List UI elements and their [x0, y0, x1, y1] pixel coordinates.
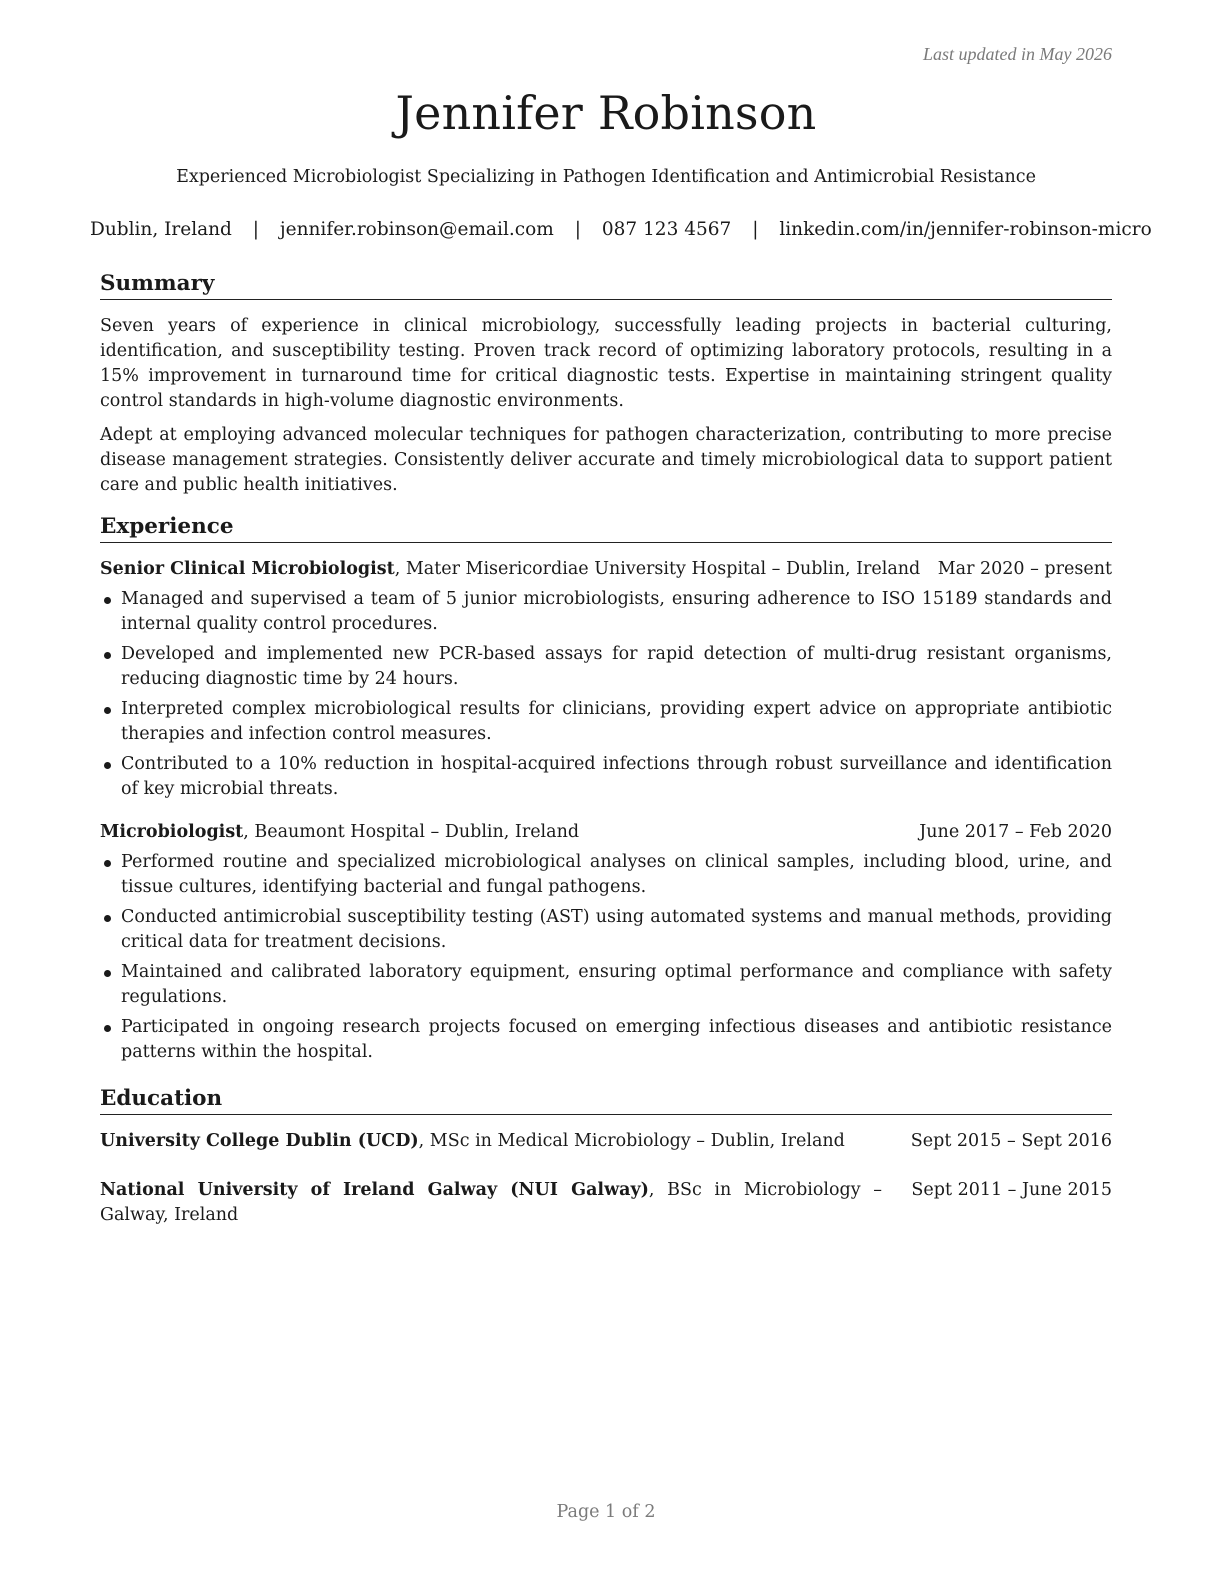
contact-separator: |	[574, 219, 581, 240]
contact-location: Dublin, Ireland	[90, 219, 232, 240]
bullet-item: Performed routine and specialized microbiological analyses on clinical samples, including blood, urine, and tissue cultures, identifying bacterial and fungal pathogens.	[100, 850, 1112, 900]
job-dates: June 2017 – Feb 2020	[919, 822, 1112, 842]
contact-separator: |	[752, 219, 759, 240]
education-dates: Sept 2015 – Sept 2016	[910, 1131, 1112, 1151]
education-entry	[100, 1178, 1112, 1228]
education-school: National University of Ireland Galway (NUI Galway)	[100, 1180, 649, 1200]
candidate-name: Jennifer Robinson	[395, 86, 817, 140]
bullet-dot	[104, 597, 111, 604]
job-role: Microbiologist	[100, 822, 244, 842]
education-dates: Sept 2011 – June 2015	[911, 1180, 1112, 1200]
education-school: University College Dublin (UCD)	[100, 1131, 419, 1151]
bullet-dot	[104, 915, 111, 922]
contact-separator: |	[252, 219, 260, 240]
education-section	[100, 1085, 1112, 1228]
job-bullets	[100, 850, 1112, 1065]
contact-line	[90, 219, 1152, 240]
bullet-item: Contributed to a 10% reduction in hospital-acquired infections through robust surveillance and identification of key microbial threats.	[100, 752, 1112, 802]
education-entry	[100, 1129, 1112, 1154]
section-title-experience: Experience	[100, 513, 1112, 543]
bullet-item: Conducted antimicrobial susceptibility testing (AST) using automated systems and manual methods, providing critical data for treatment decisions.	[100, 905, 1112, 955]
job-bullets	[100, 587, 1112, 802]
last-updated: Last updated in May 2026	[923, 44, 1112, 64]
bullet-dot	[104, 762, 111, 769]
job-entry	[100, 820, 1112, 1065]
education-degree: , BSc in Microbiology – Galway, Ireland	[100, 1180, 882, 1225]
job-role: Senior Clinical Microbiologist	[100, 559, 395, 579]
contact-phone: 087 123 4567	[601, 219, 732, 240]
bullet-dot	[104, 652, 111, 659]
summary-paragraph: Seven years of experience in clinical microbiology, successfully leading projects in bacterial culturing, identification, and susceptibility testing. Proven track record of optimizing laboratory protocols, resulting in a 15% improvement in turnaround time for critical diagnostic tests. Expertise in maintaining stringent quality control standards in high-volume diagnostic environments.	[100, 316, 1112, 411]
section-title-summary: Summary	[100, 270, 1112, 300]
contact-linkedin[interactable]: linkedin.com/in/jennifer-robinson-micro	[779, 219, 1152, 240]
bullet-item: Developed and implemented new PCR-based assays for rapid detection of multi-drug resistant organisms, reducing diagnostic time by 24 hours.	[100, 642, 1112, 692]
bullet-item: Participated in ongoing research projects focused on emerging infectious diseases and antibiotic resistance patterns within the hospital.	[100, 1015, 1112, 1065]
bullet-dot	[104, 860, 111, 867]
section-title-education: Education	[100, 1085, 1112, 1115]
job-entry	[100, 557, 1112, 802]
summary-section	[100, 270, 1112, 498]
tagline: Experienced Microbiologist Specializing in Pathogen Identification and Antimicrobial Resistance	[176, 167, 1036, 187]
bullet-item: Maintained and calibrated laboratory equipment, ensuring optimal performance and compliance with safety regulations.	[100, 960, 1112, 1010]
job-org: , Mater Misericordiae University Hospital – Dublin, Ireland	[394, 559, 921, 579]
job-header	[100, 557, 1112, 582]
bullet-dot	[104, 707, 111, 714]
page-number: Page 1 of 2	[556, 1502, 656, 1522]
bullet-dot	[104, 1025, 111, 1032]
job-header	[100, 820, 1112, 845]
bullet-item: Interpreted complex microbiological results for clinicians, providing expert advice on appropriate antibiotic therapies and infection control measures.	[100, 697, 1112, 747]
resume-page	[90, 0, 1152, 1584]
bullet-dot	[104, 970, 111, 977]
bullet-item: Managed and supervised a team of 5 junior microbiologists, ensuring adherence to ISO 15189 standards and internal quality control procedures.	[100, 587, 1112, 637]
education-degree: , MSc in Medical Microbiology – Dublin, Ireland	[418, 1131, 845, 1151]
contact-email[interactable]: jennifer.robinson@email.com	[279, 219, 554, 240]
experience-section	[100, 513, 1112, 1070]
job-dates: Mar 2020 – present	[937, 559, 1112, 579]
summary-paragraph: Adept at employing advanced molecular techniques for pathogen characterization, contributing to more precise disease management strategies. Consistently deliver accurate and timely microbiological data to support patient care and public health initiatives.	[100, 425, 1112, 495]
job-org: , Beaumont Hospital – Dublin, Ireland	[243, 822, 580, 842]
